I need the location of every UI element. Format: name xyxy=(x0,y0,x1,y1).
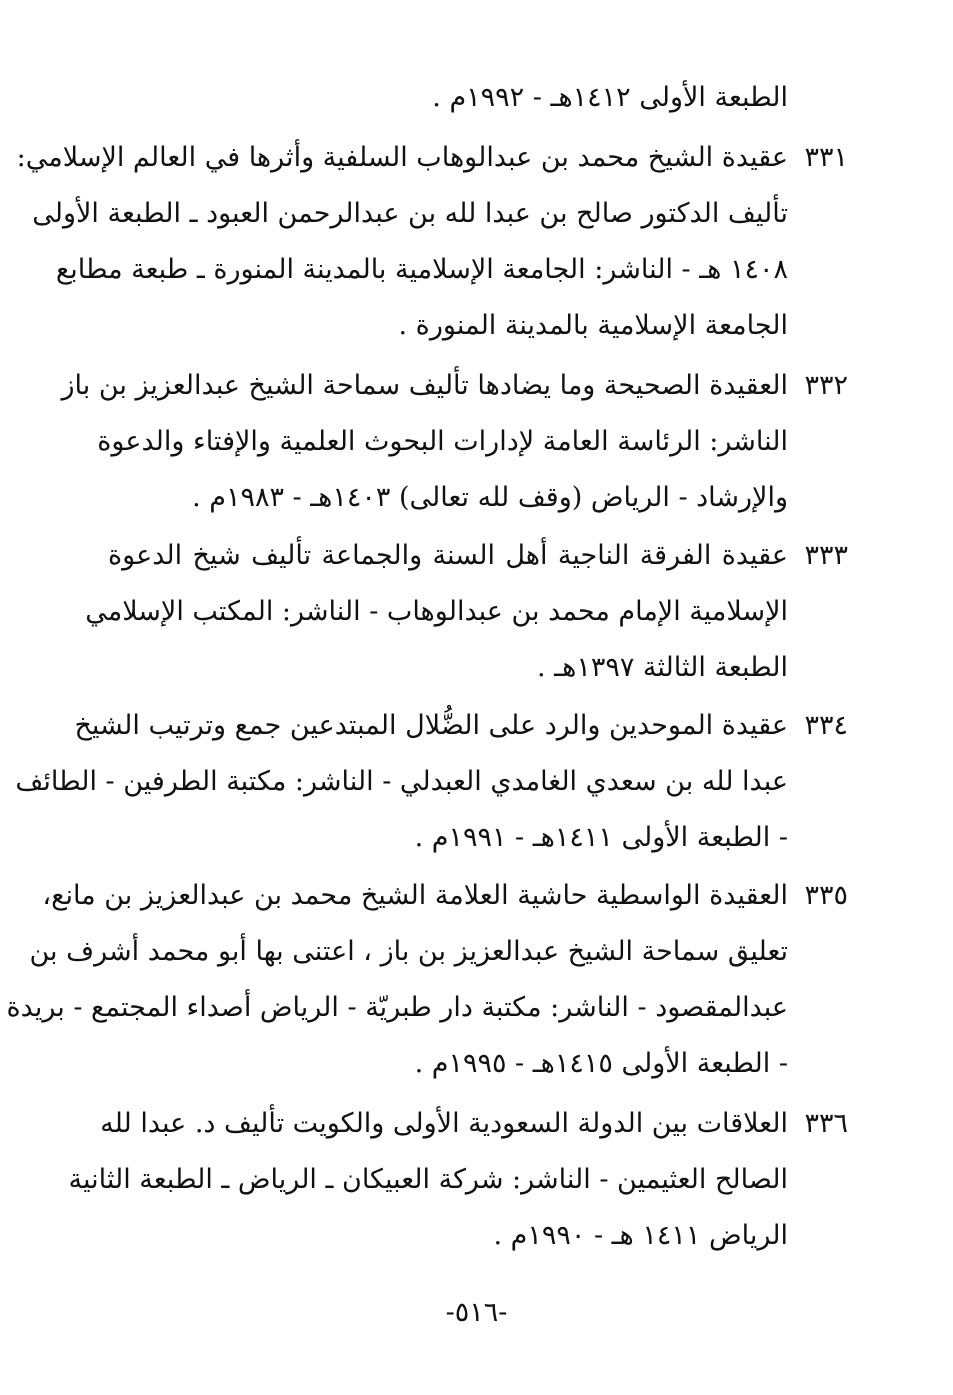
entry-line: العقيدة الصحيحة وما يضادها تأليف سماحة الشيخ عبدالعزيز بن باز xyxy=(61,370,788,401)
entry-line: والإرشاد - الرياض (وقف لله تعالى) ١٤٠٣هـ - ١٩٨٣م . xyxy=(192,482,788,513)
entry-line: الصالح العثيمين - الناشر: شركة العبيكان ـ الرياض ـ الطبعة الثانية xyxy=(68,1164,788,1195)
entry-line: عقيدة الموحدين والرد على الضُّلال المبتدعين جمع وترتيب الشيخ xyxy=(74,710,788,741)
entry-line: تأليف الدكتور صالح بن عبدا لله بن عبدالرحمن العبود ـ الطبعة الأولى xyxy=(32,198,788,229)
entry-number: ٣٣٢ xyxy=(804,370,848,401)
intro-line: الطبعة الأولى ١٤١٢هـ - ١٩٩٢م . xyxy=(432,82,788,113)
entry-number: ٣٣٦ xyxy=(804,1108,848,1139)
entry-number: ٣٣٤ xyxy=(804,710,848,741)
entry-line: - الطبعة الأولى ١٤١٥هـ - ١٩٩٥م . xyxy=(414,1048,788,1079)
entry-line: عبدا لله بن سعدي الغامدي العبدلي - الناشر: مكتبة الطرفين - الطائف xyxy=(15,766,788,797)
entry-line: الإسلامية الإمام محمد بن عبدالوهاب - الناشر: المكتب الإسلامي xyxy=(85,596,788,627)
entry-number: ٣٣٣ xyxy=(804,540,848,571)
entry-line: العقيدة الواسطية حاشية العلامة الشيخ محمد بن عبدالعزيز بن مانع، xyxy=(42,880,788,911)
entry-line: الجامعة الإسلامية بالمدينة المنورة . xyxy=(398,310,788,341)
entry-line: عبدالمقصود - الناشر: مكتبة دار طبريّة - الرياض أصداء المجتمع - بريدة xyxy=(6,992,788,1023)
entry-line: عقيدة الفرقة الناجية أهل السنة والجماعة تأليف شيخ الدعوة xyxy=(108,540,788,571)
entry-number: ٣٣١ xyxy=(804,142,848,173)
page-number: -٥١٦- xyxy=(445,1297,508,1328)
entry-line: العلاقات بين الدولة السعودية الأولى والكويت تأليف د. عبدا لله xyxy=(100,1108,788,1139)
entry-line: الناشر: الرئاسة العامة لإدارات البحوث العلمية والإفتاء والدعوة xyxy=(97,426,788,457)
entry-line: الطبعة الثالثة ١٣٩٧هـ . xyxy=(537,652,788,683)
entry-line: ١٤٠٨ هـ - الناشر: الجامعة الإسلامية بالمدينة المنورة ـ طبعة مطابع xyxy=(55,254,788,285)
entry-number: ٣٣٥ xyxy=(804,880,848,911)
entry-line: تعليق سماحة الشيخ عبدالعزيز بن باز ، اعتنى بها أبو محمد أشرف بن xyxy=(29,936,788,967)
entry-line: الرياض ١٤١١ هـ - ١٩٩٠م . xyxy=(493,1220,788,1251)
entry-line: عقيدة الشيخ محمد بن عبدالوهاب السلفية وأثرها في العالم الإسلامي: xyxy=(16,142,788,173)
entry-line: - الطبعة الأولى ١٤١١هـ - ١٩٩١م . xyxy=(414,822,788,853)
